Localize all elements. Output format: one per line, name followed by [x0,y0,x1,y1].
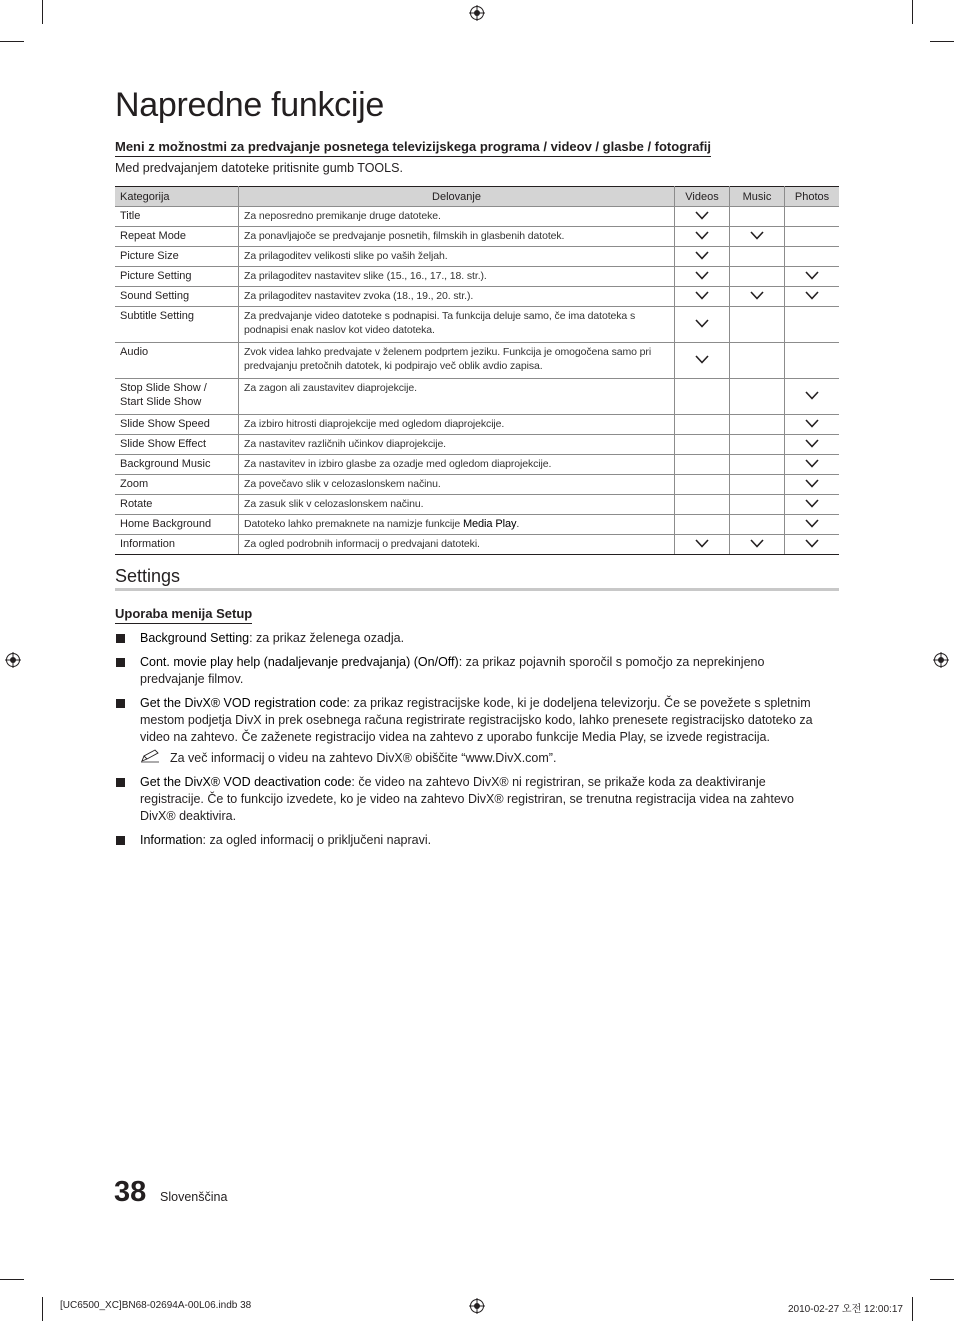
bullet-square-icon [116,836,125,845]
row-music-support [730,535,785,555]
row-description-text: Za nastavitev različnih učinkov diaprojekcije. [244,438,446,450]
row-music-support [730,247,785,267]
row-description [239,415,675,435]
check-mark-icon [695,251,709,260]
row-photos-support [785,475,840,495]
check-mark-icon [805,459,819,468]
table-row [115,515,839,535]
row-description-text: Za povečavo slik v celozaslonskem načinu. [244,478,441,490]
setting-name: Cont. movie play help (nadaljevanje predvajanja) (On/Off) [140,655,459,670]
row-photos-support [785,455,840,475]
check-mark-icon [695,539,709,548]
row-category: Background Music [115,455,239,475]
row-description-text: Zvok videa lahko predvajate v želenem podprtem jeziku. Funkcija je omogočena samo pri predvajanju pretočnih datotek, ki podpirajo več oblik avdio zapisa. [244,346,652,372]
registration-mark-icon [469,5,485,21]
row-music-support [730,515,785,535]
row-music-support [730,379,785,415]
note-text: Za več informacij o videu na zahtevo DivX® obiščite “www.DivX.com”. [170,750,557,765]
check-mark-icon [750,539,764,548]
tools-keyword: TOOLS [357,161,400,175]
setting-description: : za ogled informacij o priključeni napravi. [202,832,432,847]
check-mark-icon [695,319,709,328]
settings-list-item [115,695,825,766]
registration-mark-icon [469,1298,485,1314]
row-photos-support [785,267,840,287]
check-mark-icon [805,519,819,528]
header-category: Kategorija [115,187,239,207]
row-category: Picture Setting [115,267,239,287]
row-description-text: Za ogled podrobnih informacij o predvajani datoteki. [244,538,480,550]
check-mark-icon [805,419,819,428]
row-photos-support [785,287,840,307]
settings-list [115,630,825,856]
row-videos-support [675,455,730,475]
check-mark-icon [805,291,819,300]
setting-name: Get the DivX® VOD registration code [140,696,347,711]
settings-list-item [115,654,825,688]
row-category: Stop Slide Show / Start Slide Show [115,379,239,415]
check-mark-icon [805,439,819,448]
row-videos-support [675,207,730,227]
row-description-text: Za prilagoditev velikosti slike po vaših željah. [244,250,448,262]
row-music-support [730,207,785,227]
bullet-square-icon [116,778,125,787]
row-videos-support [675,343,730,379]
print-slug-file: [UC6500_XC]BN68-02694A-00L06.indb 38 [60,1300,252,1311]
setting-name: Information [140,832,203,847]
check-mark-icon [695,231,709,240]
row-category: Sound Setting [115,287,239,307]
table-row [115,207,839,227]
table-row [115,343,839,379]
row-videos-support [675,495,730,515]
intro-text-before: Med predvajanjem datoteke pritisnite gumb [115,161,358,175]
print-slug-date: 2010-02-27 오전 12:00:17 [788,1304,903,1315]
table-row [115,475,839,495]
bullet-square-icon [116,658,125,667]
row-category: Title [115,207,239,227]
row-music-support [730,415,785,435]
row-category: Picture Size [115,247,239,267]
table-row [115,267,839,287]
setting-description: : če video na zahtevo DivX® ni registriran, se prikaže koda za deaktiviranje registracije. Če to funkcijo izvedete, ko je video na zahtevo DivX® registriran, se trenutna registracija videa na zahtevo DivX® deaktivira. [140,775,794,823]
row-videos-support [675,535,730,555]
row-description [239,515,675,535]
crop-mark [930,41,954,42]
settings-list-item [115,774,825,824]
row-description [239,287,675,307]
check-mark-icon [805,479,819,488]
table-row [115,287,839,307]
note [140,750,825,767]
page-language: Slovenščina [160,1190,228,1204]
row-photos-support [785,343,840,379]
row-category: Slide Show Effect [115,435,239,455]
header-videos: Videos [675,187,730,207]
check-mark-icon [805,391,819,400]
registration-mark-icon [5,652,21,668]
check-mark-icon [805,539,819,548]
row-description-text: Za prilagoditev nastavitev zvoka (18., 19., 20. str.). [244,290,474,302]
registration-mark-icon [933,652,949,668]
row-description-text: Za zagon ali zaustavitev diaprojekcije. [244,382,417,394]
intro-text-after: . [399,161,403,175]
row-description [239,247,675,267]
setting-description: : za prikaz pojavnih sporočil s pomočjo za neprekinjeno predvajanje filmov. [140,655,765,687]
row-description [239,495,675,515]
row-music-support [730,435,785,455]
options-table [115,186,839,555]
row-music-support [730,455,785,475]
setting-name: Background Setting [140,631,250,645]
page-title: Napredne funkcije [115,86,384,124]
intro-text [115,161,403,175]
row-photos-support [785,415,840,435]
row-description [239,535,675,555]
header-music: Music [730,187,785,207]
row-photos-support [785,435,840,455]
row-description-text: Za zasuk slik v celozaslonskem načinu. [244,498,424,510]
header-photos: Photos [785,187,840,207]
row-description [239,307,675,343]
row-category: Repeat Mode [115,227,239,247]
settings-title: Settings [115,566,181,586]
table-row [115,415,839,435]
row-music-support [730,287,785,307]
row-description [239,379,675,415]
check-mark-icon [750,231,764,240]
row-category: Home Background [115,515,239,535]
row-videos-support [675,475,730,495]
row-description [239,207,675,227]
row-photos-support [785,307,840,343]
crop-mark [912,1297,913,1321]
table-row [115,227,839,247]
row-description-text: Datoteko lahko premaknete na namizje funkcije [244,518,463,530]
row-music-support [730,307,785,343]
section-rule [115,588,839,591]
check-mark-icon [805,499,819,508]
setting-name: Get the DivX® VOD deactivation code [140,775,352,790]
crop-mark [0,41,24,42]
row-description [239,435,675,455]
row-videos-support [675,307,730,343]
note-pencil-icon [140,749,160,763]
row-music-support [730,227,785,247]
row-videos-support [675,267,730,287]
check-mark-icon [695,291,709,300]
row-description-text: Za predvajanje video datoteke s podnapisi. Ta funkcija deluje samo, če ima datoteka s podnapisi enak naslov kot video datoteka. [244,310,636,336]
row-category: Subtitle Setting [115,307,239,343]
row-videos-support [675,227,730,247]
table-row [115,495,839,515]
row-category: Zoom [115,475,239,495]
menu-heading: Meni z možnostmi za predvajanje posnetega televizijskega programa / videov / glasbe / fotografij [115,139,711,157]
row-description-text: Za nastavitev in izbiro glasbe za ozadje med ogledom diaprojekcije. [244,458,552,470]
row-videos-support [675,287,730,307]
check-mark-icon [695,211,709,220]
row-videos-support [675,415,730,435]
row-photos-support [785,535,840,555]
row-category: Information [115,535,239,555]
table-row [115,455,839,475]
table-body [115,207,839,555]
settings-subheading: Uporaba menija Setup [115,606,252,624]
row-music-support [730,267,785,287]
check-mark-icon [695,355,709,364]
check-mark-icon [695,271,709,280]
row-photos-support [785,495,840,515]
bullet-square-icon [116,699,125,708]
row-description-text: Za izbiro hitrosti diaprojekcije med ogledom diaprojekcije. [244,418,505,430]
table-header-row [115,187,839,207]
table-row [115,247,839,267]
crop-mark [912,0,913,24]
setting-description: : za prikaz registracijske kode, ki je dodeljena televizorju. Če se povežete s spletnim mestom podjetja DivX in prek osebnega računa registrirate registracijsko kodo, lahko prenesete registracijsko datoteko za video na zahtevo. Če zaženete registracijo videa na zahtevo z uporabo funkcije Media Play, se izvede registracija. [140,696,813,744]
row-description-after: . [516,518,520,530]
row-photos-support [785,379,840,415]
row-photos-support [785,227,840,247]
table-row [115,535,839,555]
row-category: Rotate [115,495,239,515]
row-videos-support [675,435,730,455]
bullet-square-icon [116,634,125,643]
row-music-support [730,495,785,515]
check-mark-icon [805,271,819,280]
row-photos-support [785,247,840,267]
row-photos-support [785,515,840,535]
setting-description: : za prikaz želenega ozadja. [249,631,405,645]
row-videos-support [675,247,730,267]
row-videos-support [675,515,730,535]
row-description [239,475,675,495]
crop-mark [930,1279,954,1280]
row-description [239,455,675,475]
crop-mark [42,0,43,24]
row-photos-support [785,207,840,227]
crop-mark [0,1279,24,1280]
table-row [115,307,839,343]
table-row [115,435,839,455]
row-description-text: Za neposredno premikanje druge datoteke. [244,210,441,222]
table-row [115,379,839,415]
header-description: Delovanje [239,187,675,207]
row-category: Audio [115,343,239,379]
crop-mark [42,1297,43,1321]
media-play-keyword: Media Play [462,518,517,530]
row-description-text: Za ponavljajoče se predvajanje posnetih, filmskih in glasbenih datotek. [244,230,565,242]
row-description [239,267,675,287]
row-videos-support [675,379,730,415]
page-number: 38 [114,1176,147,1208]
row-category: Slide Show Speed [115,415,239,435]
row-music-support [730,475,785,495]
settings-list-item [115,630,825,647]
row-description [239,227,675,247]
row-description-text: Za prilagoditev nastavitev slike (15., 16., 17., 18. str.). [244,270,487,282]
settings-list-item [115,832,825,849]
check-mark-icon [750,291,764,300]
row-music-support [730,343,785,379]
row-description [239,343,675,379]
